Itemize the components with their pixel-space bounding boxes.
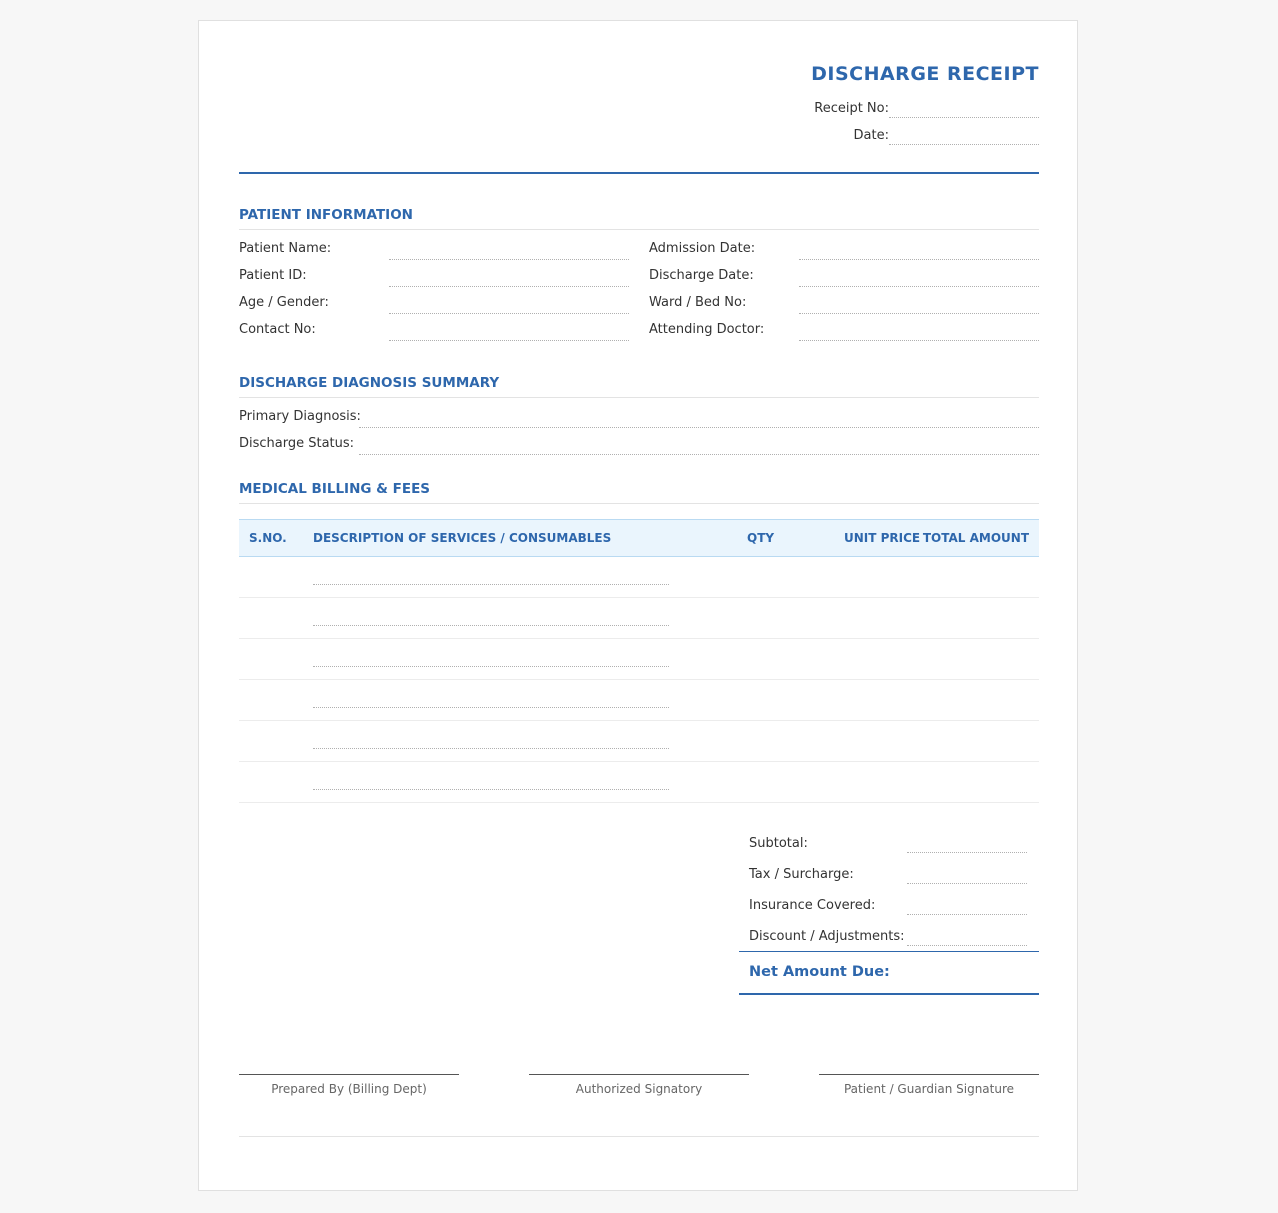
billing-table-header [239, 519, 1039, 557]
patient-id-label: Patient ID: [239, 268, 307, 283]
insurance-label: Insurance Covered: [749, 898, 876, 913]
authorized-signature[interactable] [529, 1074, 749, 1096]
date-row [854, 125, 1039, 145]
receipt-no-field[interactable] [889, 101, 1039, 118]
description-input[interactable] [313, 788, 669, 790]
description-input[interactable] [313, 665, 669, 667]
patient-id-field [239, 266, 629, 288]
discount-row [739, 927, 1039, 949]
receipt-no-row [814, 98, 1039, 118]
admission-date-field [649, 239, 1039, 261]
age-gender-field [239, 293, 629, 315]
subtotal-row [739, 834, 1039, 856]
discount-label: Discount / Adjustments: [749, 929, 905, 944]
primary-diagnosis-label: Primary Diagnosis: [239, 409, 361, 424]
footer-divider [239, 1136, 1039, 1137]
contact-no-input[interactable] [389, 320, 629, 341]
description-input[interactable] [313, 747, 669, 749]
patient-signature[interactable] [819, 1074, 1039, 1096]
diagnosis-title: DISCHARGE DIAGNOSIS SUMMARY [239, 375, 1039, 398]
description-input[interactable] [313, 624, 669, 626]
primary-diagnosis-input[interactable] [359, 407, 1039, 428]
patient-signature-label: Patient / Guardian Signature [843, 1082, 1015, 1096]
receipt-no-label: Receipt No: [814, 101, 889, 116]
ward-bed-input[interactable] [799, 293, 1039, 314]
attending-doctor-label: Attending Doctor: [649, 322, 765, 337]
tax-label: Tax / Surcharge: [749, 867, 854, 882]
table-row [239, 557, 1039, 598]
patient-info-title: PATIENT INFORMATION [239, 207, 1039, 230]
contact-no-label: Contact No: [239, 322, 316, 337]
discharge-status-field [239, 434, 1039, 456]
discharge-date-label: Discharge Date: [649, 268, 754, 283]
receipt-page [198, 20, 1078, 1191]
admission-date-label: Admission Date: [649, 241, 756, 256]
description-input[interactable] [313, 583, 669, 585]
net-amount-box [739, 951, 1039, 995]
date-field[interactable] [889, 128, 1039, 145]
subtotal-field[interactable] [907, 834, 1027, 853]
primary-diagnosis-field [239, 407, 1039, 429]
ward-bed-field [649, 293, 1039, 315]
insurance-row [739, 896, 1039, 918]
document-title: DISCHARGE RECEIPT [811, 63, 1039, 85]
prepared-by-signature[interactable] [239, 1074, 459, 1096]
table-row [239, 639, 1039, 680]
authorized-label: Authorized Signatory [575, 1082, 703, 1096]
col-qty: QTY [747, 531, 775, 545]
age-gender-input[interactable] [389, 293, 629, 314]
attending-doctor-field [649, 320, 1039, 342]
date-label: Date: [853, 128, 889, 143]
discharge-status-label: Discharge Status: [239, 436, 355, 451]
patient-id-input[interactable] [389, 266, 629, 287]
prepared-by-label: Prepared By (Billing Dept) [271, 1082, 427, 1096]
discharge-status-input[interactable] [359, 434, 1039, 455]
table-row [239, 680, 1039, 721]
col-sno: S.NO. [249, 531, 287, 545]
subtotal-label: Subtotal: [749, 836, 808, 851]
admission-date-input[interactable] [799, 239, 1039, 260]
col-unit-price: UNIT PRICE [844, 531, 921, 545]
discount-field[interactable] [907, 927, 1027, 946]
description-input[interactable] [313, 706, 669, 708]
attending-doctor-input[interactable] [799, 320, 1039, 341]
patient-name-field [239, 239, 629, 261]
table-row [239, 762, 1039, 803]
table-row [239, 598, 1039, 639]
insurance-field[interactable] [907, 896, 1027, 915]
header-divider [239, 172, 1039, 174]
patient-name-label: Patient Name: [239, 241, 332, 256]
net-amount-label: Net Amount Due: [749, 964, 890, 980]
ward-bed-label: Ward / Bed No: [649, 295, 747, 310]
table-row [239, 721, 1039, 762]
billing-title: MEDICAL BILLING & FEES [239, 481, 1039, 504]
contact-no-field [239, 320, 629, 342]
tax-field[interactable] [907, 865, 1027, 884]
col-description: DESCRIPTION OF SERVICES / CONSUMABLES [313, 531, 612, 545]
patient-name-input[interactable] [389, 239, 629, 260]
age-gender-label: Age / Gender: [239, 295, 329, 310]
tax-row [739, 865, 1039, 887]
discharge-date-field [649, 266, 1039, 288]
col-total-amount: TOTAL AMOUNT [922, 531, 1029, 545]
discharge-date-input[interactable] [799, 266, 1039, 287]
